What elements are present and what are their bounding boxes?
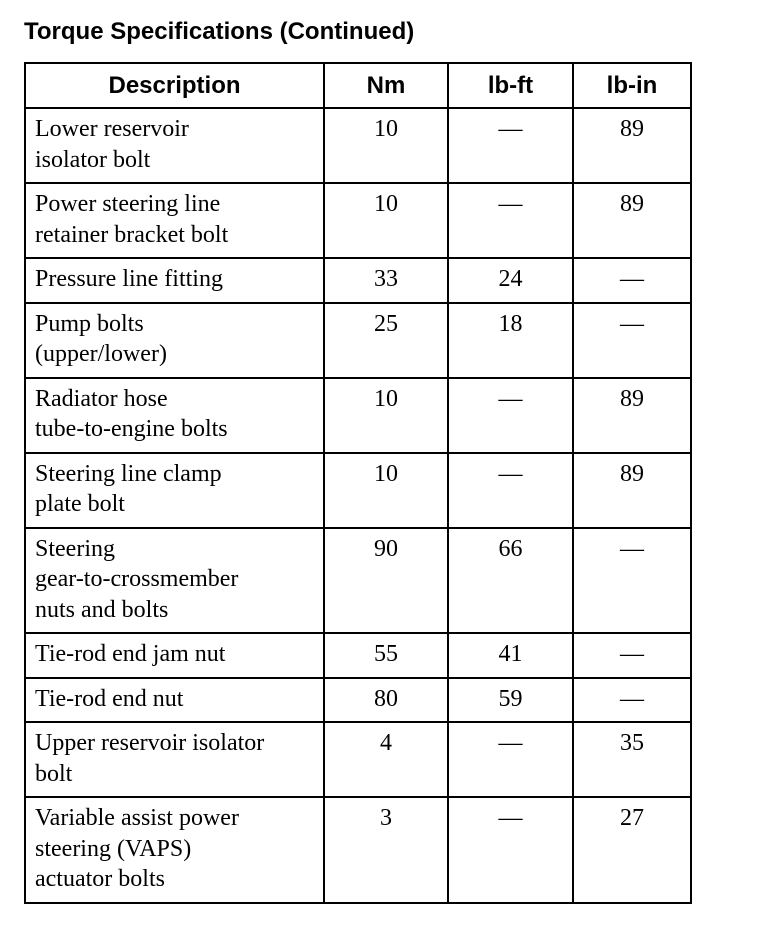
cell-description	[25, 183, 324, 258]
desc-line: gear-to-crossmember	[35, 566, 239, 592]
desc-line: Power steering line	[35, 191, 221, 217]
cell-description: Tie-rod end jam nut	[25, 633, 324, 678]
desc-line: Pump bolts	[35, 310, 144, 337]
cell-lb-ft: —	[448, 108, 573, 183]
cell-nm: 80	[324, 678, 448, 723]
cell-description: Pressure line fitting	[25, 258, 324, 303]
cell-lb-ft: 18	[448, 303, 573, 378]
table-row	[25, 797, 691, 903]
table-row	[25, 678, 691, 723]
header-lb-ft: lb-ft	[448, 63, 573, 108]
cell-lb-in: 89	[573, 183, 691, 258]
desc-line: (upper/lower)	[35, 341, 167, 367]
cell-lb-ft: 41	[448, 633, 573, 678]
table-row	[25, 633, 691, 678]
cell-lb-in: 35	[573, 722, 691, 797]
cell-description	[25, 378, 324, 453]
desc-line: isolator bolt	[35, 146, 151, 173]
desc-line: bolt	[35, 760, 73, 787]
desc-line: actuator bolts	[35, 866, 165, 892]
cell-lb-ft: 59	[448, 678, 573, 723]
desc-line: Lower reservoir	[35, 116, 189, 142]
cell-lb-ft: —	[448, 797, 573, 903]
desc-line: retainer bracket bolt	[35, 221, 229, 248]
desc-line: plate bolt	[35, 491, 125, 517]
cell-lb-in: 89	[573, 378, 691, 453]
header-nm: Nm	[324, 63, 448, 108]
cell-nm: 90	[324, 528, 448, 634]
cell-description	[25, 108, 324, 183]
cell-nm: 3	[324, 797, 448, 903]
cell-description	[25, 303, 324, 378]
page-title: Torque Specifications (Continued)	[24, 18, 415, 45]
header-description: Description	[25, 63, 324, 108]
desc-line: tube-to-engine bolts	[35, 416, 228, 442]
cell-nm: 10	[324, 378, 448, 453]
desc-line: Upper reservoir isolator	[35, 730, 265, 756]
cell-lb-ft: —	[448, 722, 573, 797]
table-row	[25, 453, 691, 528]
table-row	[25, 183, 691, 258]
cell-lb-in: —	[573, 303, 691, 378]
cell-lb-in: 89	[573, 108, 691, 183]
cell-lb-in: —	[573, 633, 691, 678]
table-row	[25, 303, 691, 378]
cell-lb-in: —	[573, 528, 691, 634]
desc-line: Radiator hose	[35, 385, 168, 412]
cell-lb-ft: 66	[448, 528, 573, 634]
table-row	[25, 528, 691, 634]
cell-lb-in: 89	[573, 453, 691, 528]
torque-spec-table	[24, 62, 692, 904]
header-lb-in: lb-in	[573, 63, 691, 108]
cell-nm: 4	[324, 722, 448, 797]
desc-line: Variable assist power	[35, 805, 239, 831]
desc-line: nuts and bolts	[35, 596, 169, 623]
desc-line: Steering	[35, 535, 115, 562]
cell-nm: 25	[324, 303, 448, 378]
table-row	[25, 108, 691, 183]
table-row	[25, 378, 691, 453]
cell-lb-in: —	[573, 258, 691, 303]
cell-nm: 33	[324, 258, 448, 303]
cell-description: Tie-rod end nut	[25, 678, 324, 723]
table-row	[25, 722, 691, 797]
table-header-row	[25, 63, 691, 108]
cell-description	[25, 797, 324, 903]
cell-lb-in: —	[573, 678, 691, 723]
cell-nm: 55	[324, 633, 448, 678]
cell-lb-in: 27	[573, 797, 691, 903]
cell-description	[25, 453, 324, 528]
cell-description	[25, 528, 324, 634]
cell-lb-ft: —	[448, 183, 573, 258]
cell-nm: 10	[324, 108, 448, 183]
cell-lb-ft: —	[448, 453, 573, 528]
desc-line: steering (VAPS)	[35, 835, 192, 862]
table-row	[25, 258, 691, 303]
desc-line: Steering line clamp	[35, 460, 222, 487]
cell-lb-ft: —	[448, 378, 573, 453]
cell-nm: 10	[324, 183, 448, 258]
cell-lb-ft: 24	[448, 258, 573, 303]
cell-description	[25, 722, 324, 797]
cell-nm: 10	[324, 453, 448, 528]
